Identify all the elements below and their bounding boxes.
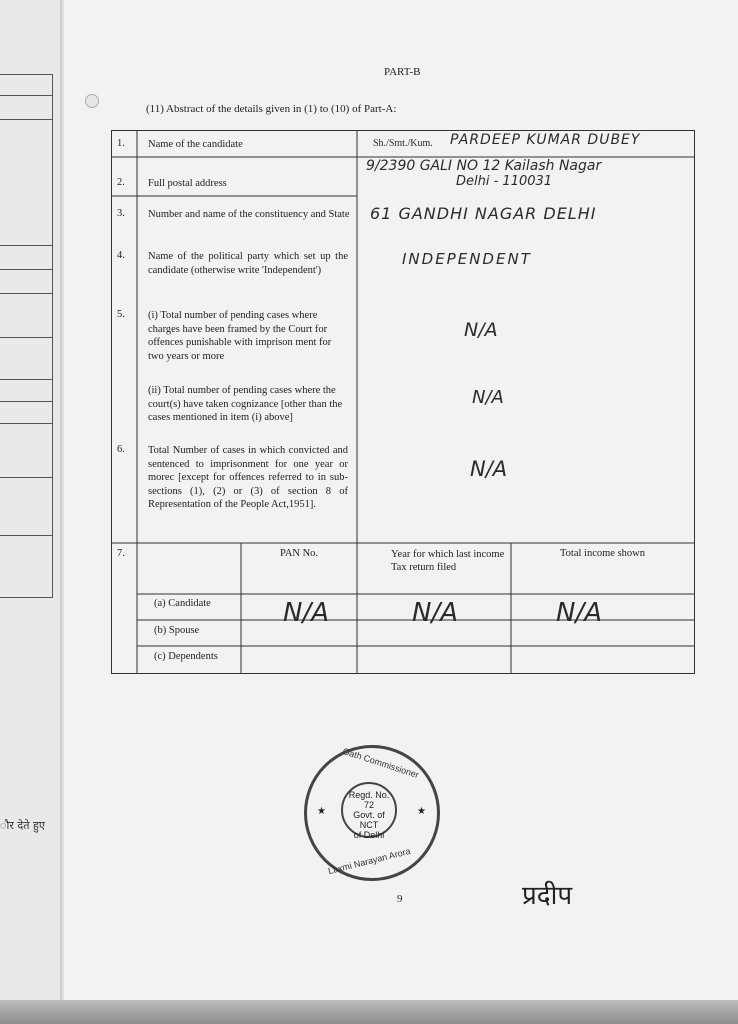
cognizance-cases-value: N/A [472, 387, 504, 408]
item-number-2: 2. [117, 177, 125, 188]
stamp-govt: Govt. of NCT [353, 810, 385, 830]
item-number-5: 5. [117, 309, 125, 320]
left-page-text: ौर देते हुए [0, 819, 45, 832]
stamp-star-icon-right: ★ [417, 806, 426, 817]
item-number-7: 7. [117, 548, 125, 559]
row-dependents: (c) Dependents [154, 651, 218, 662]
item-label-1: Name of the candidate [148, 139, 243, 150]
col-pan: PAN No. [279, 548, 319, 559]
row-spouse: (b) Spouse [154, 625, 200, 636]
pending-cases-value: N/A [464, 319, 498, 341]
page-number: 9 [397, 893, 403, 905]
item-label-4: Name of the political party which set up the candidate (otherwise write 'Independent') [148, 251, 348, 276]
item-label-2: Full postal address [148, 178, 227, 189]
stamp-place: of Delhi [353, 830, 385, 840]
oath-commissioner-stamp [304, 745, 440, 881]
scan-bottom-edge [0, 1000, 738, 1024]
abstract-line: (11) Abstract of the details given in (1) to (10) of Part-A: [146, 103, 397, 115]
item-label-3: Number and name of the constituency and State [148, 209, 350, 220]
item-label-6: Total Number of cases in which convicted and sentenced to imprisonment for one year or morec [except for offences referred to in sub-sections (1), (2) or (3) of section 8 of Representation of the People Act,1951]. [148, 445, 348, 510]
name-prefix [373, 138, 433, 149]
pan-value: N/A [283, 598, 329, 628]
item-number-6: 6. [117, 444, 125, 455]
item-number-1: 1. [117, 138, 125, 149]
tax-year-value: N/A [412, 598, 458, 628]
punch-hole [85, 94, 99, 108]
stamp-reg: Regd. No. 72 [348, 790, 390, 810]
total-income-value: N/A [556, 598, 602, 628]
item-number-3: 3. [117, 208, 125, 219]
candidate-name-value: PARDEEP KUMAR DUBEY [450, 132, 641, 148]
item-number-4: 4. [117, 250, 125, 261]
row-candidate: (a) Candidate [154, 598, 211, 609]
stamp-center [341, 782, 397, 838]
item-label-5ii: (ii) Total number of pending cases where the court(s) have taken cognizance [other than the cases mentioned in item (i) above] [148, 385, 343, 423]
stamp-star-icon: ★ [317, 806, 326, 817]
address-line2-value: Delhi - 110031 [456, 174, 553, 189]
party-value: INDEPENDENT [402, 250, 532, 268]
signature: प्रदीप [522, 881, 573, 911]
stamp-ring-top: Oath Commissioner [341, 745, 421, 781]
left-page-strip [0, 0, 66, 1005]
left-page-table [0, 74, 53, 598]
stamp-ring-bottom: Laxmi Narayan Arora [327, 845, 412, 877]
part-title: PART-B [384, 66, 421, 78]
item-label-5i: (i) Total number of pending cases where charges have been framed by the Court for offences punishable with imprison ment for two years or more [148, 310, 332, 362]
address-line1-value: 9/2390 GALI NO 12 Kailash Nagar [366, 158, 602, 174]
name-prefix-text: Sh./Smt./Kum. [373, 138, 433, 149]
col-tax-year: Year for which last income Tax return filed [391, 549, 505, 573]
convicted-cases-value: N/A [470, 457, 508, 481]
col-total-income: Total income shown [560, 548, 645, 559]
constituency-value: 61 GANDHI NAGAR DELHI [370, 204, 597, 223]
